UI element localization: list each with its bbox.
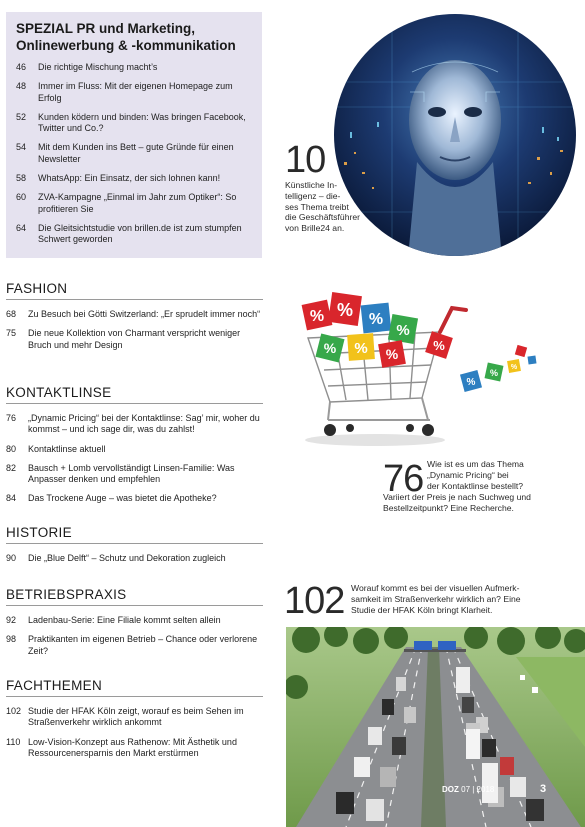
entry-title: Kontaktlinse aktuell — [28, 443, 106, 454]
toc-entry[interactable] — [6, 328, 262, 351]
toc-entry[interactable] — [6, 493, 262, 504]
percent-symbol: % — [510, 364, 518, 371]
section-divider — [6, 543, 263, 544]
page-number: 60 — [16, 192, 27, 203]
feature-traffic-line: Worauf kommt es bei der visuellen Aufmerk- — [351, 583, 520, 593]
section-title-betriebspraxis: BETRIEBSPRAXIS — [6, 587, 127, 602]
feature-ai-number: 10 — [285, 139, 326, 181]
page-number: 52 — [16, 111, 27, 122]
percent-symbol: % — [466, 377, 476, 388]
spezial-title — [16, 20, 254, 54]
entry-title: Die neue Kollektion von Charmant verspricht weniger Bruch und mehr Design — [28, 328, 241, 350]
page-number: 92 — [6, 615, 17, 625]
percent-symbol: % — [433, 338, 445, 353]
page-number: 102 — [6, 706, 22, 716]
section-title-fashion: FASHION — [6, 281, 68, 296]
entry-title: „Dynamic Pricing“ bei der Kontaktlinse: Sag’ mir, woher du kommst – und ich sage dir, was du zahlst! — [28, 413, 260, 435]
spezial-box — [6, 12, 262, 258]
footer-issue-number: 07 | 2018 — [461, 785, 495, 794]
feature-ai-line: von Brille24 an. — [285, 223, 345, 234]
entry-title: Bausch + Lomb vervollständigt Linsen-Familie: Was Anpasser denken und empfehlen — [28, 462, 235, 485]
highway-traffic-image — [286, 627, 585, 827]
percent-symbol: % — [309, 308, 325, 325]
entry-title: ZVA-Kampagne „Einmal im Jahr zum Optiker“: So profitieren Sie — [38, 192, 237, 214]
feature-pricing-line: „Dynamic Pricing“ bei — [427, 469, 509, 480]
section-divider — [6, 299, 263, 300]
percent-symbol: % — [354, 340, 368, 357]
toc-entry[interactable] — [6, 634, 262, 657]
section-title-historie: HISTORIE — [6, 525, 72, 540]
entry-title: Das Trockene Auge – was bietet die Apotheke? — [28, 493, 217, 504]
page-number: 110 — [6, 736, 21, 747]
fashion-list — [6, 309, 262, 359]
entry-title: Immer im Fluss: Mit der eigenen Homepage zum Erfolg — [38, 81, 233, 103]
footer-issue — [442, 785, 494, 794]
toc-entry[interactable] — [16, 62, 254, 73]
page-number: 76 — [6, 413, 17, 423]
page-number: 54 — [16, 142, 27, 153]
page-number: 58 — [16, 173, 27, 184]
section-divider — [6, 605, 263, 606]
percent-symbol: % — [489, 368, 499, 378]
kontaktlinse-list — [6, 413, 262, 513]
toc-entry[interactable] — [6, 615, 262, 626]
percent-symbol: % — [396, 322, 410, 339]
page-number: 64 — [16, 222, 27, 233]
feature-ai-line: telligenz – die- — [285, 190, 341, 201]
spezial-title-line-1: SPEZIAL PR und Marketing, — [16, 21, 196, 36]
feature-traffic-line: Studie der HFAK Köln bringt Klarheit. — [351, 604, 493, 615]
page-number: 90 — [6, 553, 17, 563]
shopping-cart-image — [290, 290, 540, 450]
entry-title: Kunden ködern und binden: Was bringen Facebook, Twitter und Co.? — [38, 111, 246, 134]
feature-traffic-line: samkeit im Straßenverkehr wirklich an? Eine — [351, 593, 521, 604]
toc-entry[interactable] — [6, 463, 262, 486]
feature-pricing-line: Wie ist es um das Thema — [427, 459, 524, 469]
entry-title: Low-Vision-Konzept aus Rathenow: Mit Ästhetik und Ressourcenersparnis den Markt erstürmen — [28, 736, 237, 758]
entry-title: Die Gleitsichtstudie von brillen.de ist zum stumpfen Schwert geworden — [38, 222, 242, 245]
page-number: 84 — [6, 493, 17, 504]
page-number: 98 — [6, 634, 17, 645]
page-number: 48 — [16, 81, 27, 92]
entry-title: Zu Besuch bei Götti Switzerland: „Er sprudelt immer noch“ — [28, 309, 261, 319]
section-title-kontaktlinse: KONTAKTLINSE — [6, 385, 112, 400]
toc-entry[interactable] — [16, 142, 254, 165]
footer-page-number: 3 — [540, 783, 547, 795]
section-divider — [6, 696, 263, 697]
toc-entry[interactable] — [16, 223, 254, 246]
feature-ai-line: die Geschäftsführer — [285, 212, 360, 223]
page-number: 82 — [6, 462, 17, 473]
entry-title: Mit dem Kunden ins Bett – gute Gründe für einen Newsletter — [38, 142, 234, 164]
page-number: 75 — [6, 328, 17, 339]
feature-pricing-line: der Kontaktlinse bestellt? — [427, 480, 524, 491]
section-title-fachthemen: FACHTHEMEN — [6, 678, 103, 693]
betriebspraxis-list — [6, 615, 262, 665]
section-divider — [6, 403, 263, 404]
entry-title: Ladenbau-Serie: Eine Filiale kommt selten allein — [28, 615, 221, 625]
spezial-title-line-2: Onlinewerbung & -kommunikation — [16, 38, 236, 53]
entry-title: Die „Blue Delft“ – Schutz und Dekoration zugleich — [28, 553, 226, 563]
toc-entry[interactable] — [16, 173, 254, 184]
feature-traffic-text — [351, 583, 579, 615]
toc-entry[interactable] — [16, 81, 254, 104]
feature-pricing-line: Bestellzeitpunkt? Eine Recherche. — [383, 502, 514, 513]
footer-magazine: DOZ — [442, 785, 459, 794]
toc-entry[interactable] — [6, 553, 262, 564]
page-number: 46 — [16, 62, 27, 72]
page-number: 80 — [6, 443, 17, 454]
percent-symbol: % — [385, 346, 399, 362]
feature-traffic-number: 102 — [284, 580, 345, 622]
feature-pricing-text-right — [427, 459, 577, 491]
fachthemen-list — [6, 706, 262, 767]
feature-pricing-number: 76 — [383, 458, 424, 500]
toc-entry[interactable] — [6, 309, 262, 320]
entry-title: Praktikanten im eigenen Betrieb – Chance oder verlorene Zeit? — [28, 634, 258, 656]
percent-symbol: % — [368, 311, 384, 328]
feature-ai-line: ses Thema treibt — [285, 201, 349, 212]
toc-entry[interactable] — [6, 706, 262, 729]
toc-entry[interactable] — [6, 737, 262, 760]
entry-title: Studie der HFAK Köln zeigt, worauf es beim Sehen im Straßenverkehr wirklich ankommt — [28, 706, 244, 728]
feature-pricing-line: Variiert der Preis je nach Suchweg und — [383, 492, 531, 502]
page-number: 68 — [6, 309, 17, 319]
entry-title: WhatsApp: Ein Einsatz, der sich lohnen kann! — [38, 173, 221, 184]
feature-ai-text — [285, 180, 381, 234]
feature-ai-line: Künstliche In- — [285, 180, 338, 190]
percent-symbol: % — [323, 340, 337, 356]
percent-symbol: % — [336, 300, 354, 320]
toc-entry[interactable] — [16, 112, 254, 135]
feature-pricing-text-full — [383, 492, 578, 514]
historie-list — [6, 553, 262, 572]
toc-entry[interactable] — [6, 413, 262, 436]
toc-entry[interactable] — [16, 192, 254, 215]
entry-title: Die richtige Mischung macht’s — [38, 62, 158, 72]
toc-entry[interactable] — [6, 444, 262, 455]
